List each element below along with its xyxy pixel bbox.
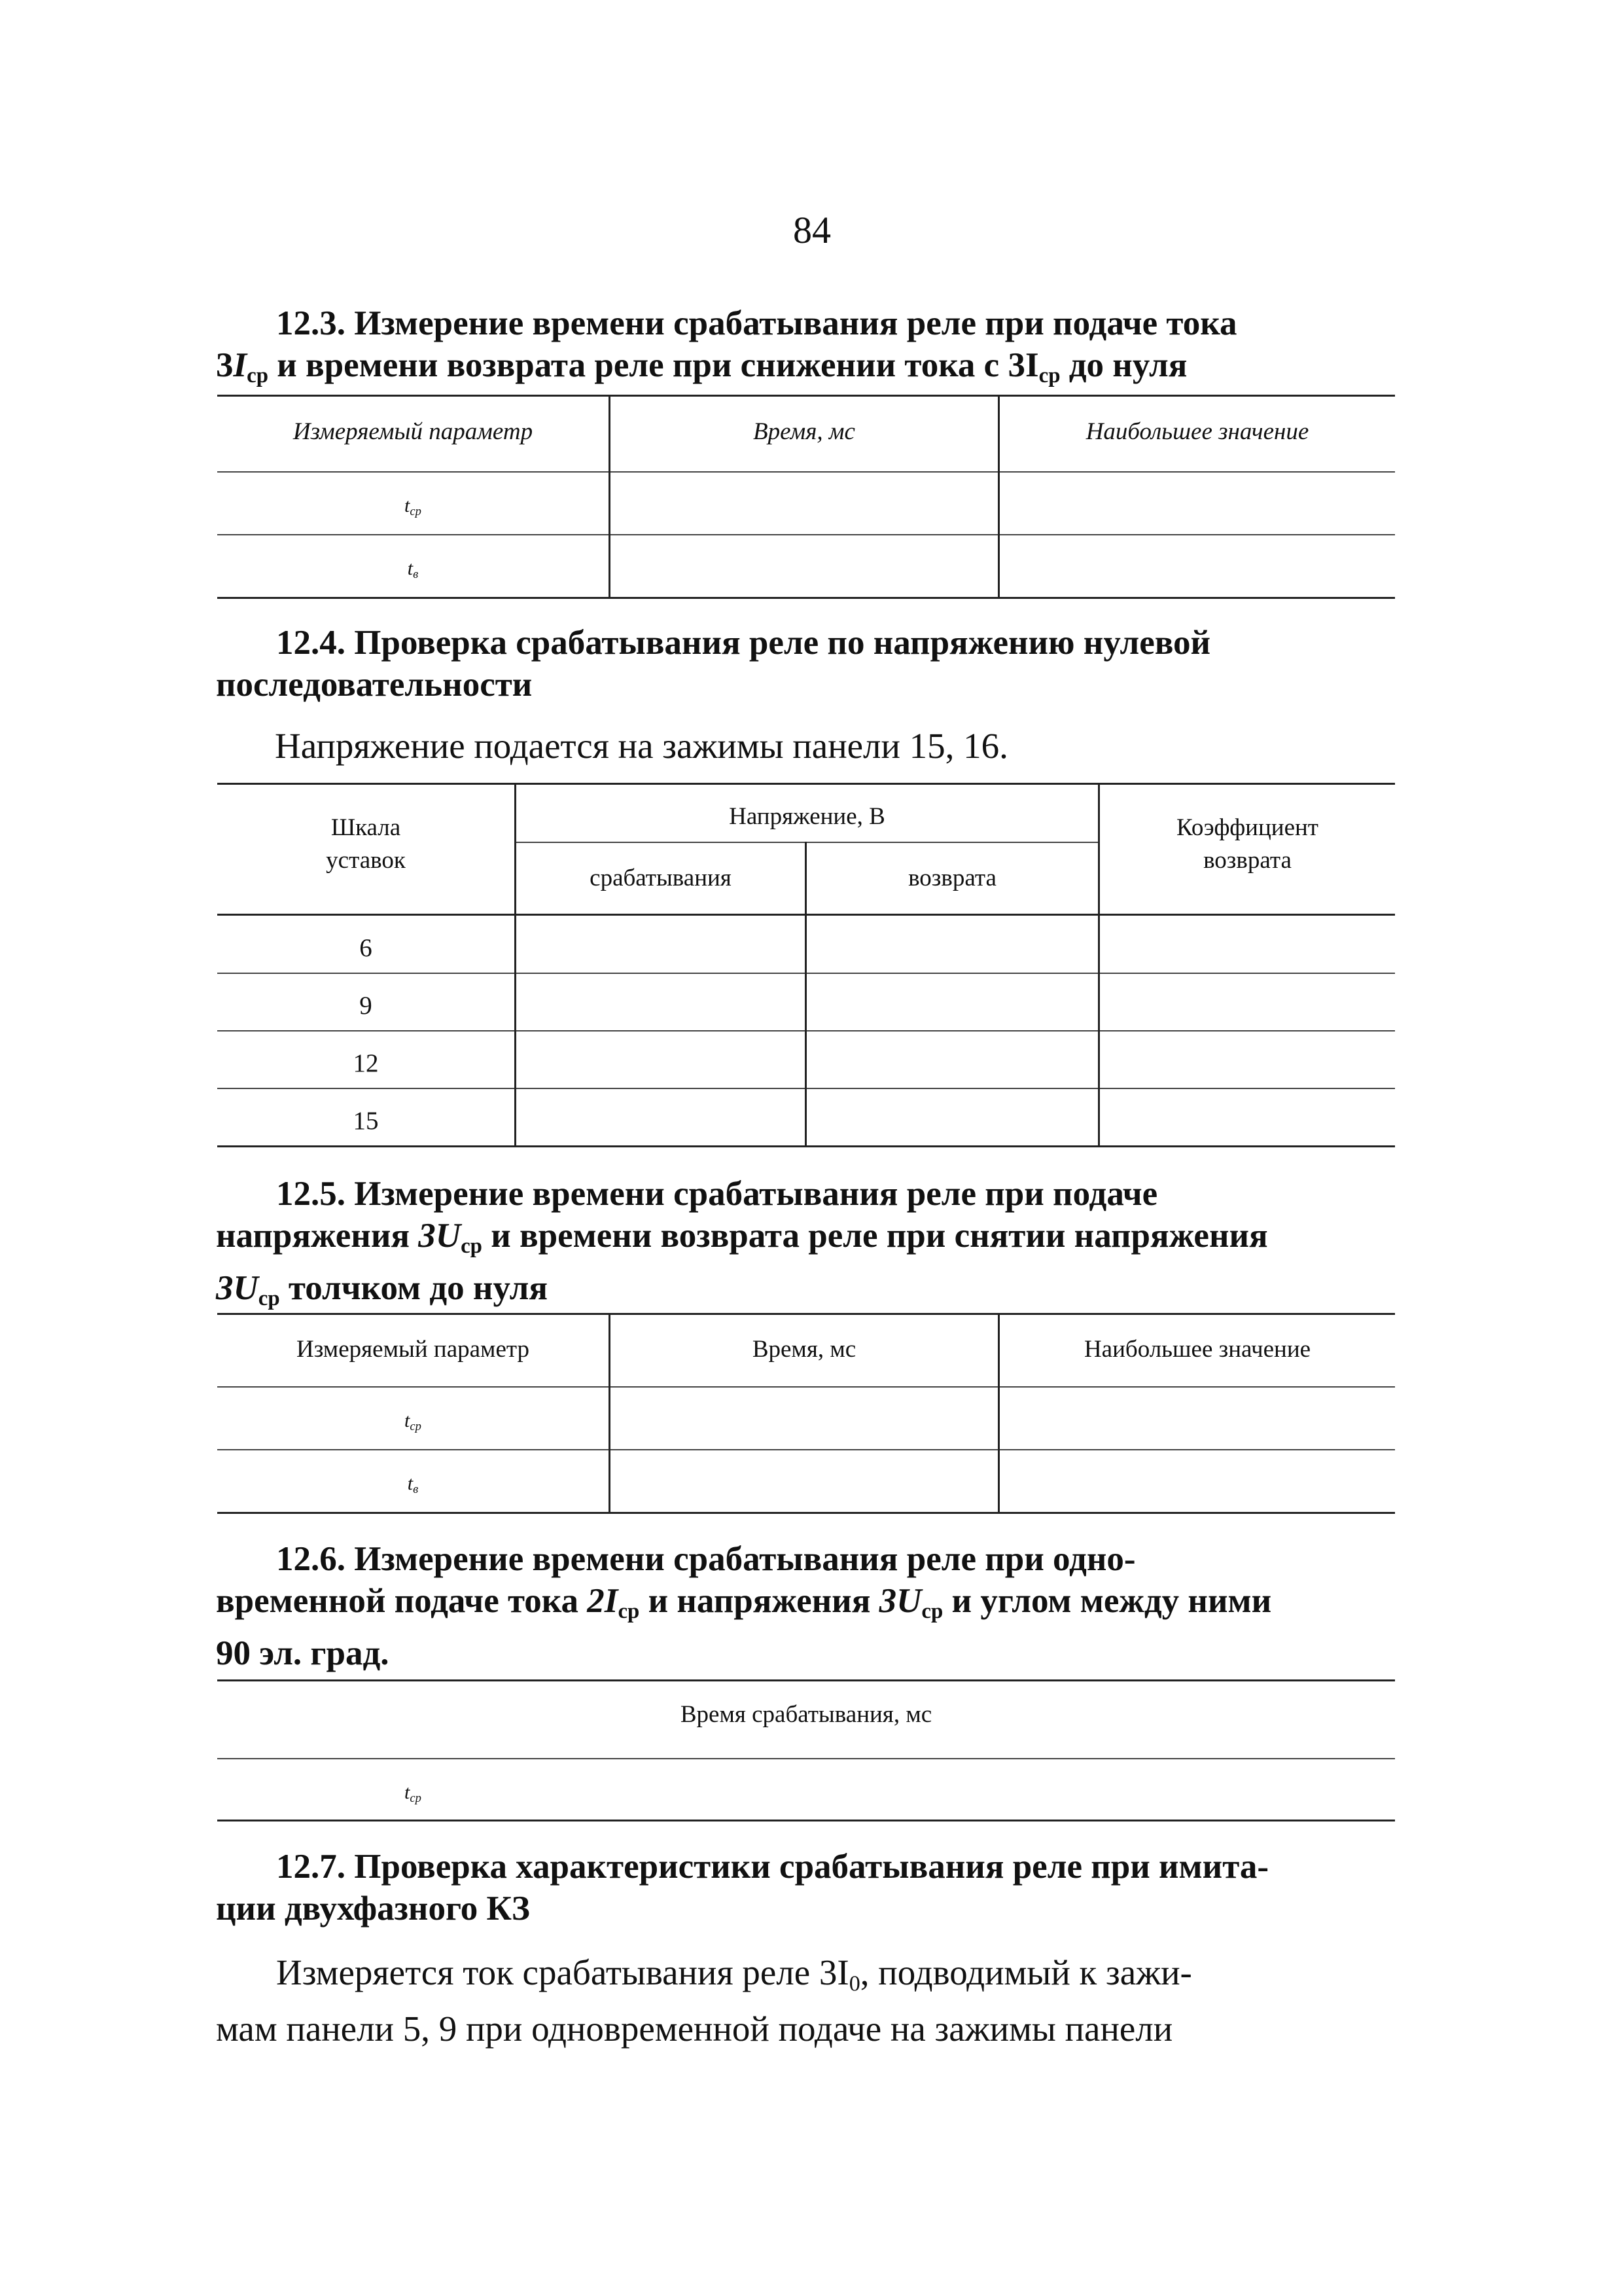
header-voltage-v: Напряжение, В [729, 803, 885, 830]
section-12-6-line-1 [216, 1538, 1397, 1580]
table-row-scale-12: 12 [353, 1049, 379, 1077]
section-12-6-number: 12.6. [276, 1540, 345, 1578]
param-subscript: ср [410, 505, 421, 519]
var: I [233, 346, 247, 384]
subscript: ср [921, 1600, 944, 1624]
subscript: 0 [849, 1971, 860, 1996]
section-12-7-heading [216, 1846, 1397, 1929]
param-subscript: ср [410, 1420, 421, 1434]
var: 3U [879, 1582, 922, 1620]
section-12-5-line-3 [216, 1267, 1397, 1319]
header-scale-line-1: Шкала [330, 814, 401, 841]
section-12-5-title-line-1: Измерение времени срабатывания реле при подаче [354, 1175, 1158, 1213]
table-row-t-sr [217, 1782, 609, 1806]
section-12-4-title-line-2: последовательности [216, 666, 533, 704]
section-12-3-title-line-1: Измерение времени срабатывания реле при подаче тока [354, 304, 1237, 342]
paragraph-line-1 [216, 1950, 1397, 2007]
table-row-t-sr [217, 1410, 609, 1434]
section-12-7-number: 12.7. [276, 1848, 345, 1886]
header-operate: срабатывания [590, 865, 732, 891]
table-row-scale-6: 6 [359, 934, 372, 962]
section-12-5-heading [216, 1173, 1397, 1319]
param-subscript: в [413, 567, 419, 582]
var: 3I [819, 1952, 849, 1992]
header-time-ms: Время, мс [753, 418, 855, 445]
section-12-7-title-line-1: Проверка характеристики срабатывания реле при имита- [354, 1848, 1269, 1886]
section-12-4-line-1 [216, 622, 1397, 664]
section-12-4-paragraph: Напряжение подается на зажимы панели 15, 16. [275, 726, 1008, 766]
section-12-5-line-2 [216, 1215, 1397, 1267]
text: и времени возврата реле при снижении тока с [268, 346, 1008, 384]
table-row-scale-9: 9 [359, 992, 372, 1020]
section-12-5-line-1 [216, 1173, 1397, 1215]
header-max-value: Наибольшее значение [1084, 1336, 1311, 1363]
section-12-3-heading [216, 302, 1397, 397]
text: временной подаче тока [216, 1582, 588, 1620]
header-operate-time-ms: Время срабатывания, мс [680, 1701, 932, 1728]
var: 3U [418, 1217, 461, 1255]
header-return: возврата [908, 865, 997, 891]
text: до нуля [1060, 346, 1188, 384]
text: Измеряется ток срабатывания реле [276, 1952, 819, 1992]
param-subscript: ср [410, 1791, 421, 1806]
var: 3U [216, 1269, 258, 1308]
var: 3I [1008, 346, 1039, 384]
table-row-t-sr [217, 495, 609, 519]
page-number: 84 [793, 209, 831, 251]
subscript: ср [258, 1287, 280, 1311]
param-symbol: t [407, 1473, 414, 1494]
section-12-6-heading [216, 1538, 1397, 1674]
section-12-7-line-1 [216, 1846, 1397, 1888]
section-12-3-number: 12.3. [276, 304, 345, 342]
section-12-5-number: 12.5. [276, 1175, 345, 1213]
header-return-coefficient [1100, 812, 1395, 877]
header-coef-line-1: Коэффициент [1176, 814, 1318, 841]
param-symbol: t [404, 1782, 410, 1803]
text: и времени возврата реле при снятии напряжения [482, 1217, 1268, 1255]
var: 2I [587, 1582, 618, 1620]
header-coef-line-2: возврата [1203, 847, 1292, 874]
subscript: ср [247, 364, 269, 388]
section-12-4-number: 12.4. [276, 624, 345, 662]
section-12-6-title-line-3: 90 эл. град. [216, 1634, 389, 1673]
header-scale-line-2: уставок [326, 847, 406, 874]
text: и углом между ними [943, 1582, 1272, 1620]
subscript: ср [618, 1600, 640, 1624]
subscript: ср [461, 1234, 482, 1259]
section-12-6-line-2 [216, 1580, 1397, 1632]
table-row-t-v [217, 1473, 609, 1497]
subscript: ср [1038, 364, 1061, 388]
paragraph-line-2: мам панели 5, 9 при одновременной подаче на зажимы панели [216, 2008, 1173, 2049]
section-12-3-line-2 [216, 344, 1397, 397]
table-row-t-v [217, 558, 609, 582]
header-scale-settings [217, 812, 514, 877]
text: , подводимый к зажи- [860, 1952, 1192, 1992]
param-symbol: t [404, 495, 410, 516]
table-row-scale-15: 15 [353, 1107, 379, 1135]
header-max-value: Наибольшее значение [1086, 418, 1309, 445]
param-symbol: t [407, 558, 414, 579]
section-12-7-title-line-2: ции двухфазного КЗ [216, 1890, 530, 1928]
param-symbol: t [404, 1410, 410, 1431]
header-time-ms: Время, мс [752, 1336, 856, 1363]
text: толчком до нуля [279, 1269, 548, 1308]
text: напряжения [216, 1217, 419, 1255]
param-subscript: в [413, 1482, 419, 1497]
section-12-6-title-line-1: Измерение времени срабатывания реле при одно- [354, 1540, 1136, 1578]
header-measured-parameter: Измеряемый параметр [296, 1336, 530, 1363]
section-12-7-paragraph [216, 1950, 1397, 2051]
text: и напряжения [639, 1582, 879, 1620]
coef: 3 [216, 346, 234, 384]
section-12-3-line-1 [216, 302, 1397, 344]
section-12-4-heading [216, 622, 1397, 706]
header-measured-parameter: Измеряемый параметр [292, 418, 533, 445]
section-12-4-title-line-1: Проверка срабатывания реле по напряжению нулевой [354, 624, 1211, 662]
